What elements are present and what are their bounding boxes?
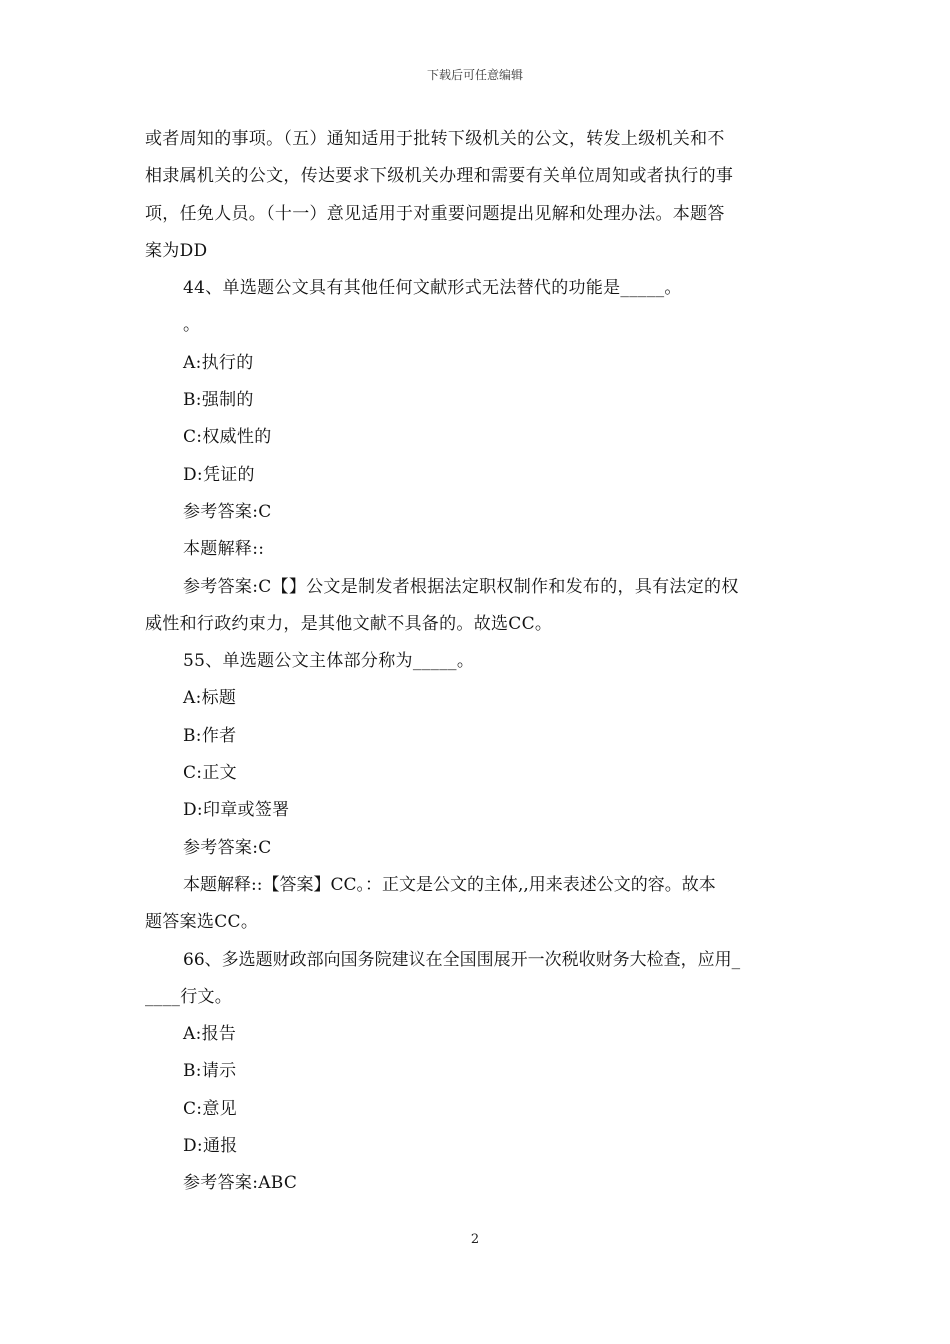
question-66-option-b: B:请示 xyxy=(183,1061,237,1082)
question-55-stem: 55、单选题公文主体部分称为_____。 xyxy=(183,651,475,672)
question-44-explanation-cont: 威性和行政约束力，是其他文献不具备的。故选CC。 xyxy=(145,613,553,634)
question-66-option-c: C:意见 xyxy=(183,1098,237,1119)
question-44-stem: 44、单选题公文具有其他任何文献形式无法替代的功能是_____。 xyxy=(183,278,682,299)
page-header-note: 下载后可任意编辑 xyxy=(426,68,523,82)
body-line: 。 xyxy=(183,315,201,336)
body-line: 项，任免人员。（十一）意见适用于对重要问题提出见解和处理办法。本题答 xyxy=(145,203,725,224)
document-body xyxy=(145,121,809,1203)
question-44-option-d: D:凭证的 xyxy=(183,464,255,485)
body-line: 案为DD xyxy=(145,240,208,261)
question-55-answer: 参考答案:C xyxy=(183,837,272,858)
question-44-explanation-label: 本题解释:: xyxy=(183,539,265,560)
question-44-option-c: C:权威性的 xyxy=(183,427,272,448)
question-66-answer: 参考答案:ABC xyxy=(183,1173,298,1194)
question-66-option-a: A:报告 xyxy=(183,1024,237,1045)
question-44-explanation: 参考答案:C【】公文是制发者根据法定职权制作和发布的，具有法定的权 xyxy=(183,576,739,597)
question-44-option-b: B:强制的 xyxy=(183,390,254,411)
question-44-option-a: A:执行的 xyxy=(183,352,254,373)
question-55-explanation: 本题解释::【答案】CC。：正文是公文的主体,,用来表述公文的容。故本 xyxy=(183,874,716,895)
question-55-option-b: B:作者 xyxy=(183,725,237,746)
question-55-option-d: D:印章或签署 xyxy=(183,800,290,821)
body-line: 相隶属机关的公文，传达要求下级机关办理和需要有关单位周知或者执行的事 xyxy=(145,166,734,187)
question-55-option-a: A:标题 xyxy=(183,688,237,709)
body-line: 或者周知的事项。（五）通知适用于批转下级机关的公文，转发上级机关和不 xyxy=(145,129,725,149)
question-55-explanation-cont: 题答案选CC。 xyxy=(145,912,259,933)
question-55-option-c: C:正文 xyxy=(183,763,237,784)
question-66-option-d: D:通报 xyxy=(183,1136,238,1157)
page-number: 2 xyxy=(470,1232,480,1247)
question-66-stem: 66、多选题财政部向国务院建议在全国围展开一次税收财务大检查，应用_ xyxy=(183,949,741,970)
question-66-stem-cont: ____行文。 xyxy=(145,986,233,1007)
question-44-answer: 参考答案:C xyxy=(183,501,272,522)
